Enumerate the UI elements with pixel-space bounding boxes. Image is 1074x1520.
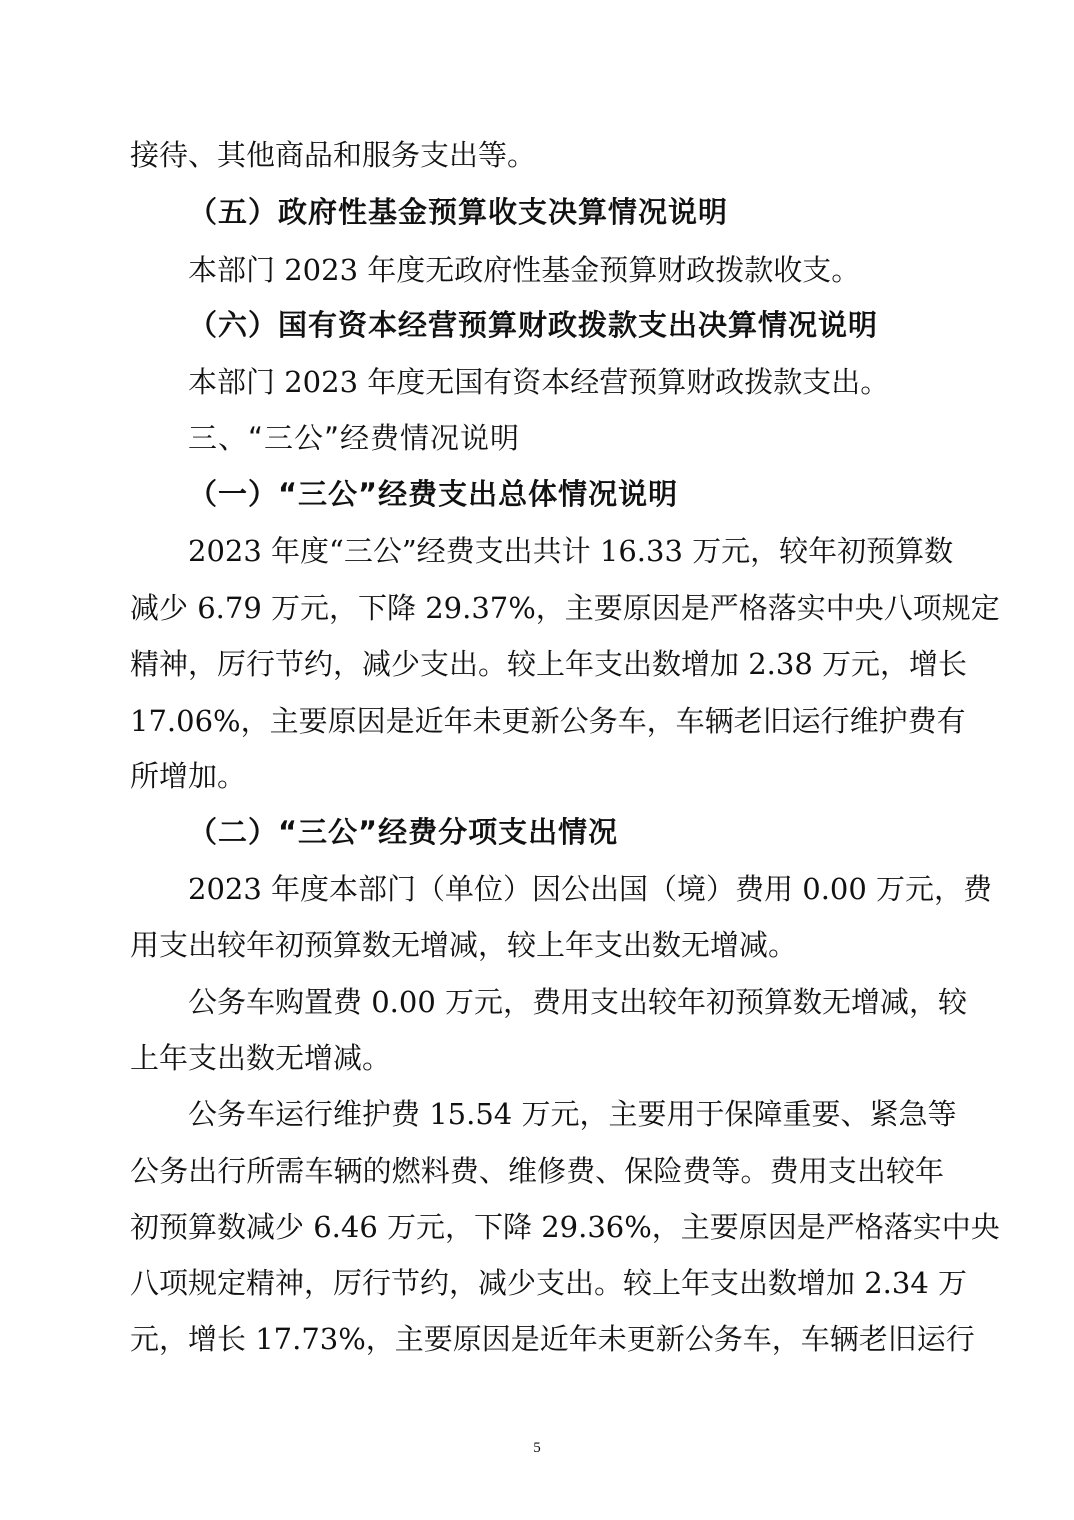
body-text-line: 17.06%，主要原因是近年未更新公务车，车辆老旧运行维护费有 <box>130 704 966 738</box>
body-text-line: 公务车运行维护费 15.54 万元，主要用于保障重要、紧急等 <box>188 1097 957 1131</box>
subsection-heading-2: （二）“三公”经费分项支出情况 <box>188 815 619 849</box>
body-text-line: 元，增长 17.73%，主要原因是近年未更新公务车，车辆老旧运行 <box>130 1322 975 1356</box>
section-heading-5: （五）政府性基金预算收支决算情况说明 <box>188 195 729 229</box>
subsection-heading-1: （一）“三公”经费支出总体情况说明 <box>188 477 679 511</box>
body-text-line: 公务出行所需车辆的燃料费、维修费、保险费等。费用支出较年 <box>130 1154 944 1188</box>
body-text-line: 2023 年度“三公”经费支出共计 16.33 万元，较年初预算数 <box>188 534 954 568</box>
body-text-line: 初预算数减少 6.46 万元，下降 29.36%，主要原因是严格落实中央 <box>130 1210 1000 1244</box>
body-text-line: 八项规定精神，厉行节约，减少支出。较上年支出数增加 2.34 万 <box>130 1266 968 1300</box>
body-text-line: 精神，厉行节约，减少支出。较上年支出数增加 2.38 万元，增长 <box>130 647 968 681</box>
body-text-line: 本部门 2023 年度无国有资本经营预算财政拨款支出。 <box>188 365 890 399</box>
page-number: 5 <box>533 1440 541 1456</box>
body-text-line: 本部门 2023 年度无政府性基金预算财政拨款收支。 <box>188 253 861 287</box>
section-heading-6: （六）国有资本经营预算财政拨款支出决算情况说明 <box>188 308 879 342</box>
body-text-line: 用支出较年初预算数无增减，较上年支出数无增减。 <box>130 928 798 962</box>
body-text-line: 所增加。 <box>130 759 247 793</box>
body-text-line: 上年支出数无增减。 <box>130 1041 392 1075</box>
chapter-heading-3: 三、“三公”经费情况说明 <box>188 421 521 455</box>
body-text-line: 接待、其他商品和服务支出等。 <box>130 138 537 172</box>
body-text-line: 减少 6.79 万元，下降 29.37%，主要原因是严格落实中央八项规定 <box>130 591 1000 625</box>
body-text-line: 公务车购置费 0.00 万元，费用支出较年初预算数无增减，较 <box>188 985 968 1019</box>
body-text-line: 2023 年度本部门（单位）因公出国（境）费用 0.00 万元，费 <box>188 872 993 906</box>
